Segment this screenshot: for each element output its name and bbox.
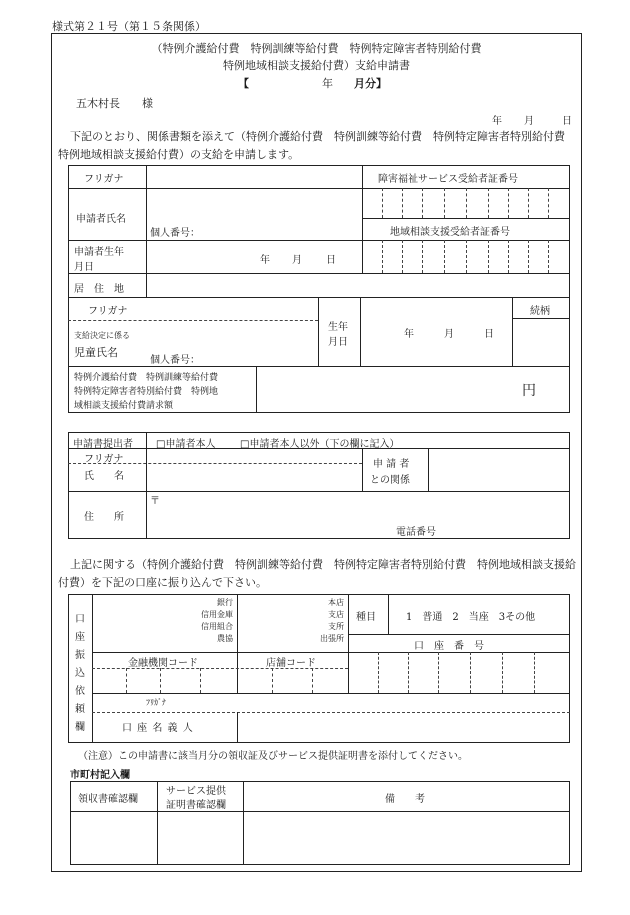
bank-side-char: 込 <box>75 668 85 679</box>
period-month: 月分】 <box>354 77 387 90</box>
child-relation-label: 続柄 <box>530 306 550 317</box>
claim-label-3: 域相談支援給付費請求額 <box>74 401 174 411</box>
applicant-furigana-label: フリガナ <box>84 174 124 185</box>
period-open: 【 <box>238 77 249 90</box>
service-check-label-1: サービス提供 <box>166 786 226 797</box>
child-name-label-small: 支給決定に係る <box>74 331 130 340</box>
branch-code-label: 店舗コード <box>266 658 316 669</box>
address-label: 居 住 地 <box>74 284 124 295</box>
addressee: 五木村長 様 <box>76 97 153 110</box>
birth-day: 日 <box>326 255 336 266</box>
birth-label-1: 申請者生年 <box>74 247 124 258</box>
child-birth-label-2: 月日 <box>328 337 348 348</box>
holder-furigana: ﾌﾘｶﾞﾅ <box>146 698 166 707</box>
submitter-relation-2: との関係 <box>370 475 410 486</box>
date-day: 日 <box>562 116 572 127</box>
municipal-title: 市町村記入欄 <box>70 770 130 781</box>
submitter-name: 氏 名 <box>84 471 124 482</box>
claim-label-2: 特例特定障害者特別給付費 特例地 <box>74 387 219 397</box>
birth-month: 月 <box>292 255 302 266</box>
account-type-options: 1 普通 2 当座 3その他 <box>406 612 536 623</box>
branch-type-shiten: 支店 <box>328 610 344 619</box>
bank-side-char: 依 <box>75 686 85 697</box>
branch-type-shuchojo: 出張所 <box>320 634 344 643</box>
cert-disability-label: 障害福祉サービス受給者証番号 <box>378 174 518 185</box>
receipt-check-label: 領収書確認欄 <box>78 794 138 805</box>
branch-type-honten: 本店 <box>328 598 344 607</box>
intro-text: 下記のとおり、関係書類を添えて（特例介護給付費 特例訓練等給付費 特例特定障害者特別給付費 特例地域相談支援給付費）の支給を申請します。 <box>58 130 576 161</box>
service-check-label-2: 証明書確認欄 <box>166 800 226 811</box>
applicant-personal-number: 個人番号： <box>150 228 200 239</box>
postal-mark: 〒 <box>150 496 160 507</box>
inst-type-bank: 銀行 <box>217 598 233 607</box>
title-line-2: 特例地域相談支援給付費）支給申請書 <box>223 59 410 72</box>
inst-type-shinkin: 信用金庫 <box>201 610 233 619</box>
date-month: 月 <box>524 116 534 127</box>
account-type-label: 種目 <box>356 612 376 623</box>
form-number: 様式第２１号（第１５条関係） <box>52 20 206 33</box>
holder-name-label: 口 座 名 義 人 <box>122 723 194 734</box>
child-name-label: 児童氏名 <box>74 346 118 359</box>
bank-side-char: 口 <box>75 614 85 625</box>
applicant-name-label: 申請者氏名 <box>76 214 126 225</box>
bank-side-char: 振 <box>75 650 85 661</box>
child-personal-number: 個人番号： <box>150 355 200 366</box>
date-year: 年 <box>492 116 502 127</box>
child-birth-month: 月 <box>444 329 454 340</box>
submitter-address: 住 所 <box>84 512 124 523</box>
child-birth-year: 年 <box>404 329 414 340</box>
submitter-option-other[interactable]: □申請者本人以外（下の欄に記入） <box>240 439 400 450</box>
submitter-relation-1: 申 請 者 <box>373 459 410 470</box>
phone-label: 電話番号 <box>396 527 436 538</box>
inst-type-kumiai: 信用組合 <box>201 622 233 631</box>
bank-intro: 上記に関する（特例介護給付費 特例訓練等給付費 特例特定障害者特別給付費 特例地域相談支援給付費）を下記の口座に振り込んで下さい。 <box>58 558 576 589</box>
child-furigana-label: フリガナ <box>88 306 128 317</box>
title-line-1: （特例介護給付費 特例訓練等給付費 特例特定障害者特別給付費 <box>151 42 482 55</box>
submitter-label: 申請書提出者 <box>73 439 133 450</box>
inst-code-label: 金融機関コード <box>128 658 198 669</box>
child-birth-day: 日 <box>484 329 494 340</box>
inst-type-nokyo: 農協 <box>217 634 233 643</box>
bank-side-char: 欄 <box>75 722 85 733</box>
bank-side-char: 頼 <box>75 704 85 715</box>
birth-label-2: 月日 <box>74 262 94 273</box>
birth-year: 年 <box>260 255 270 266</box>
claim-label-1: 特例介護給付費 特例訓練等給付費 <box>74 373 219 383</box>
remarks-label: 備 考 <box>385 794 425 805</box>
cert-regional-label: 地域相談支援受給者証番号 <box>390 227 510 238</box>
period-year: 年 <box>322 77 333 90</box>
branch-type-shisho: 支所 <box>328 622 344 631</box>
child-birth-label-1: 生年 <box>328 322 348 333</box>
note-text: （注意）この申請書に該当月分の領収証及びサービス提供証明書を添付してください。 <box>78 751 468 762</box>
submitter-furigana: フリガナ <box>84 454 124 465</box>
yen-label: 円 <box>522 383 536 399</box>
submitter-option-self[interactable]: □申請者本人 <box>156 439 216 450</box>
municipal-table <box>70 781 570 865</box>
account-number-label: 口 座 番 号 <box>414 641 484 652</box>
bank-side-char: 座 <box>75 632 85 643</box>
